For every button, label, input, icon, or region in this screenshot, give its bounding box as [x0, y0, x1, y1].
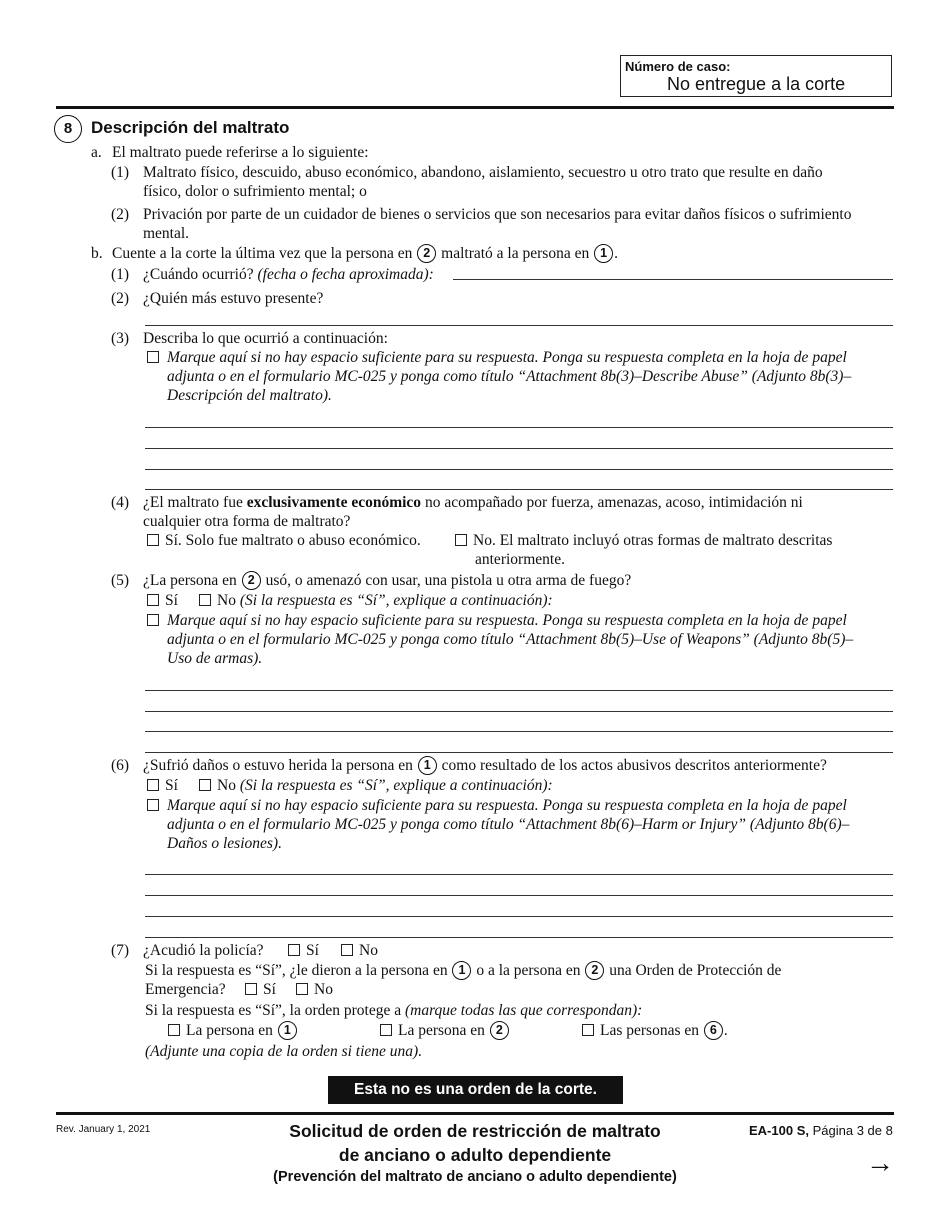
q2-num: (2)	[111, 290, 130, 307]
q1-num: (1)	[111, 266, 130, 283]
q6-question: ¿Sufrió daños o estuvo herida la persona en 1 como resultado de los actos abusivos descritos anteriormente?	[143, 757, 827, 774]
q2-answer-field[interactable]	[145, 325, 893, 326]
q7-protects-party-1[interactable]: La persona en 1	[168, 1022, 298, 1040]
q7-protects-party-2[interactable]: La persona en 2	[380, 1022, 510, 1040]
ref-party-1: 1	[594, 244, 613, 263]
q3-question: Describa lo que ocurrió a continuación:	[143, 330, 388, 347]
q6-answer-line[interactable]	[145, 916, 893, 917]
q6-answer-line[interactable]	[145, 895, 893, 896]
q5-answer-line[interactable]	[145, 731, 893, 732]
q4-question: ¿El maltrato fue exclusivamente económico no acompañado por fuerza, amenazas, acoso, intimidación ni	[143, 494, 803, 511]
q3-answer-line[interactable]	[145, 448, 893, 449]
item-b-intro: Cuente a la corte la última vez que la persona en 2 maltrató a la persona en 1 .	[112, 245, 618, 262]
q5-attachment-line2: adjunta o en el formulario MC-025 y ponga como título “Attachment 8b(5)–Use of Weapons” (Adjunto 8b(5)–	[167, 631, 854, 648]
q5-question: ¿La persona en 2 usó, o amenazó con usar, una pistola u otra arma de fuego?	[143, 572, 632, 589]
q7-no-checkbox[interactable]: No	[341, 942, 378, 960]
q7-epo-yes-checkbox[interactable]: Sí	[245, 981, 276, 999]
q5-no-checkbox[interactable]: No (Si la respuesta es “Sí”, explique a continuación):	[199, 592, 553, 610]
item-a-intro: El maltrato puede referirse a lo siguiente:	[112, 144, 369, 161]
q5-yes-checkbox[interactable]: Sí	[147, 592, 178, 610]
q6-attachment-checkbox[interactable]	[147, 797, 165, 815]
next-page-arrow-icon[interactable]: →	[866, 1147, 894, 1178]
form-title-line2: de anciano o adulto dependiente	[338, 1145, 612, 1165]
footer-rule	[56, 1112, 894, 1115]
q3-attachment-line3: Descripción del maltrato).	[167, 387, 332, 404]
item-b-label: b.	[91, 245, 103, 262]
q3-attachment-checkbox[interactable]	[147, 349, 165, 367]
q3-attachment-line1: Marque aquí si no hay espacio suficiente para su respuesta. Ponga su respuesta completa en la hoja de papel	[167, 349, 847, 366]
q1-question: ¿Cuándo ocurrió? (fecha o fecha aproximada):	[143, 266, 434, 283]
q2-question: ¿Quién más estuvo presente?	[143, 290, 324, 307]
q3-answer-line[interactable]	[145, 489, 893, 490]
header-rule	[56, 106, 894, 109]
ref-party-6: 6	[704, 1021, 723, 1040]
q5-attachment-checkbox[interactable]	[147, 612, 165, 630]
ref-party-1: 1	[418, 756, 437, 775]
q7-num: (7)	[111, 942, 130, 959]
q5-answer-line[interactable]	[145, 690, 893, 691]
item-a1-line1: Maltrato físico, descuido, abuso económico, abandono, aislamiento, secuestro u otro trato que resulte en daño	[143, 164, 823, 181]
q6-yes-checkbox[interactable]: Sí	[147, 777, 178, 795]
item-a2-line1: Privación por parte de un cuidador de bienes o servicios que son necesarios para evitar daños físicos o sufrimiento	[143, 206, 852, 223]
q7-epo-no-checkbox[interactable]: No	[296, 981, 333, 999]
not-court-order-notice: Esta no es una orden de la corte.	[328, 1076, 623, 1104]
q6-answer-line[interactable]	[145, 937, 893, 938]
q7-question: ¿Acudió la policía?	[143, 942, 264, 959]
q6-answer-line[interactable]	[145, 874, 893, 875]
form-title-line1: Solicitud de orden de restricción de maltrato	[289, 1121, 661, 1141]
q4-num: (4)	[111, 494, 130, 511]
section-title: Descripción del maltrato	[91, 118, 290, 137]
q4-question-line2: cualquier otra forma de maltrato?	[143, 513, 351, 530]
q6-attachment-line1: Marque aquí si no hay espacio suficiente para su respuesta. Ponga su respuesta completa en la hoja de papel	[167, 797, 847, 814]
page-number: Página 3 de 8	[812, 1123, 893, 1138]
ref-party-1: 1	[278, 1021, 297, 1040]
q5-attachment-line3: Uso de armas).	[167, 650, 263, 667]
q3-attachment-line2: adjunta o en el formulario MC-025 y ponga como título “Attachment 8b(3)–Describe Abuse” (Adjunto 8b(3)–	[167, 368, 852, 385]
form-subtitle: (Prevención del maltrato de anciano o adulto dependiente)	[273, 1169, 677, 1185]
q7-yes-checkbox[interactable]: Sí	[288, 942, 319, 960]
q1-date-field[interactable]	[453, 279, 893, 280]
q5-answer-line[interactable]	[145, 711, 893, 712]
ref-party-2: 2	[417, 244, 436, 263]
case-number-box	[620, 55, 892, 97]
q7-note: (Adjunte una copia de la orden si tiene una).	[145, 1043, 423, 1060]
item-a2-line2: mental.	[143, 225, 190, 242]
ref-party-1: 1	[452, 961, 471, 980]
section-number: 8	[54, 115, 82, 143]
q3-answer-line[interactable]	[145, 469, 893, 470]
ref-party-2: 2	[585, 961, 604, 980]
case-number-label: Número de caso:	[625, 59, 731, 74]
q6-attachment-line3: Daños o lesiones).	[167, 835, 282, 852]
q3-answer-line[interactable]	[145, 427, 893, 428]
q5-attachment-line1: Marque aquí si no hay espacio suficiente para su respuesta. Ponga su respuesta completa en la hoja de papel	[167, 612, 847, 629]
item-a1-line2: físico, dolor o sufrimiento mental; o	[143, 183, 367, 200]
checkbox[interactable]	[147, 534, 159, 546]
item-a1-num: (1)	[111, 164, 130, 181]
q6-attachment-line2: adjunta o en el formulario MC-025 y ponga como título “Attachment 8b(6)–Harm or Injury” (Adjunto 8b(6)–	[167, 816, 850, 833]
q6-no-checkbox[interactable]: No (Si la respuesta es “Sí”, explique a continuación):	[199, 777, 553, 795]
ref-party-2: 2	[490, 1021, 509, 1040]
q7-protects-question: Si la respuesta es “Sí”, la orden protege a (marque todas las que correspondan):	[145, 1002, 643, 1019]
q4-no-option-line2: anteriormente.	[475, 551, 565, 568]
ref-party-2: 2	[242, 571, 261, 590]
case-number-value: No entregue a la corte	[667, 74, 846, 94]
item-a-label: a.	[91, 144, 102, 161]
checkbox[interactable]	[455, 534, 467, 546]
item-a2-num: (2)	[111, 206, 130, 223]
q7-epo-question-line2: Emergencia?	[145, 981, 226, 998]
q7-protects-party-6[interactable]: Las personas en 6 .	[582, 1022, 728, 1040]
revision-date: Rev. January 1, 2021	[56, 1124, 151, 1135]
q5-num: (5)	[111, 572, 130, 589]
q4-no-option[interactable]: No. El maltrato incluyó otras formas de maltrato descritas	[455, 532, 832, 550]
q6-num: (6)	[111, 757, 130, 774]
q4-yes-option[interactable]: Sí. Solo fue maltrato o abuso económico.	[147, 532, 421, 550]
q3-num: (3)	[111, 330, 130, 347]
form-page-info	[749, 1123, 893, 1138]
q5-answer-line[interactable]	[145, 752, 893, 753]
form-id: EA-100 S,	[749, 1123, 809, 1138]
q7-epo-question: Si la respuesta es “Sí”, ¿le dieron a la persona en 1 o a la persona en 2 una Orden de Protección de	[145, 962, 782, 979]
